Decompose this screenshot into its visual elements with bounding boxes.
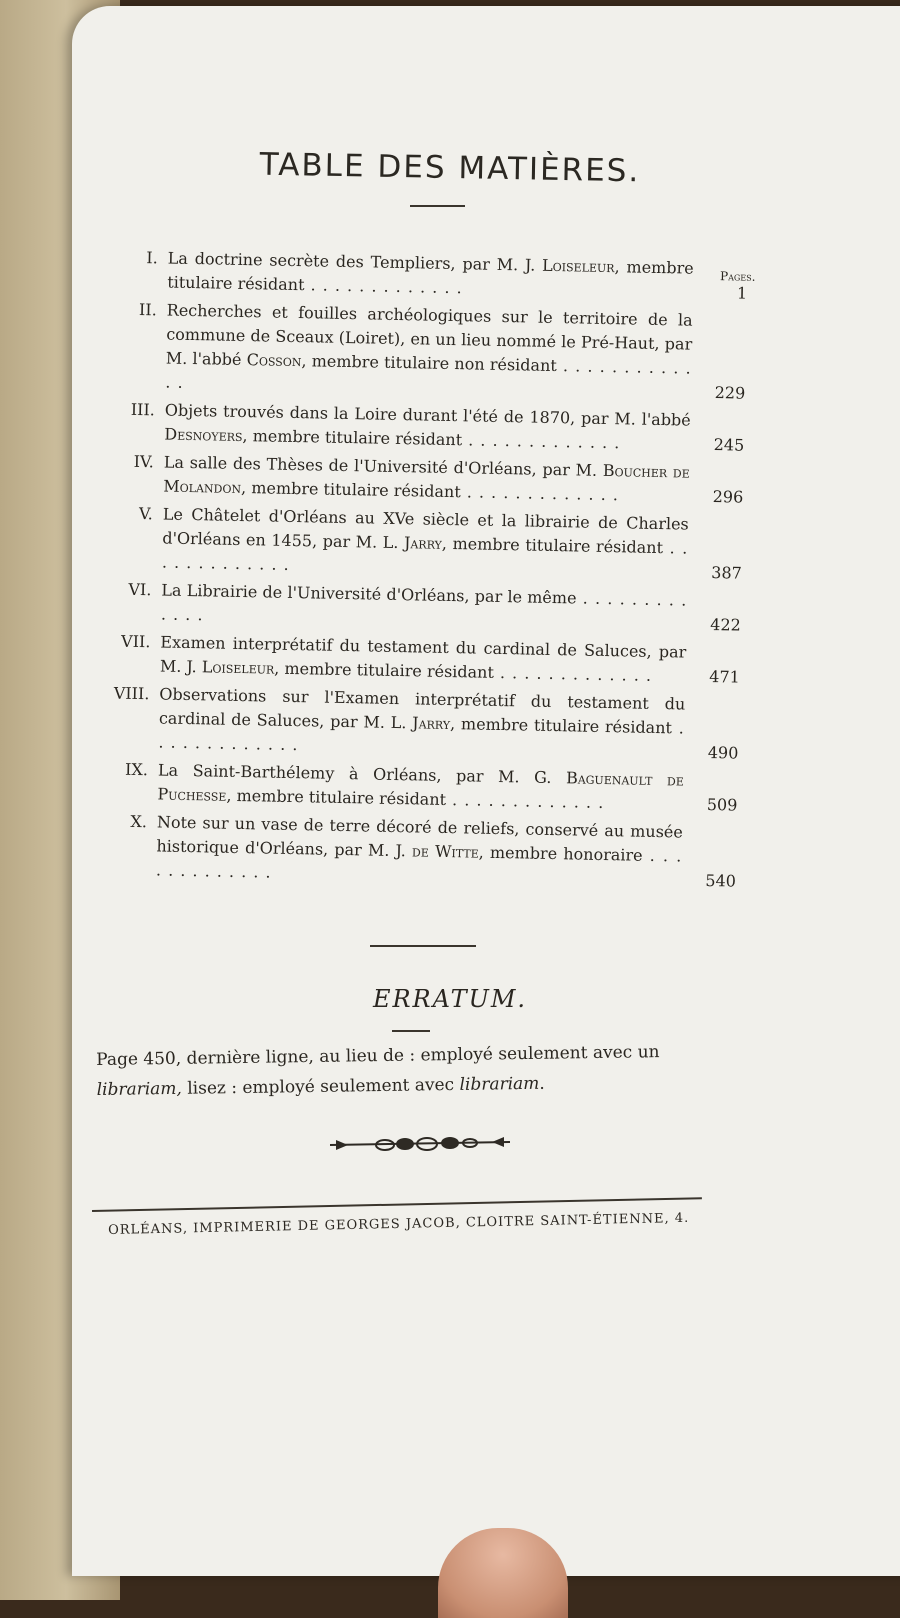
toc-leader-dots: . . . . . . . . . . . . . [446, 790, 605, 812]
toc-entry-text: , membre titulaire résidant [274, 659, 494, 682]
toc-entry-page: 245 [690, 433, 744, 458]
toc-leader-dots: . . . . . . . . . . . . . [165, 356, 692, 392]
toc-entry [85, 297, 747, 406]
erratum-text-part: . [539, 1074, 545, 1094]
page-title: TABLE DES MATIÈRES. [0, 142, 900, 194]
pages-column-label: Pages. [720, 269, 756, 284]
toc-entry-number: I. [88, 245, 168, 271]
erratum-title: ERRATUM. [0, 985, 900, 1013]
toc-entry-author: Cosson [247, 350, 302, 370]
toc-entry-text: , membre titulaire résidant [226, 786, 446, 809]
toc-entry-page: 540 [682, 869, 736, 894]
toc-entry [81, 577, 742, 638]
toc-entry [84, 397, 745, 458]
toc-entry [82, 501, 743, 586]
toc-entry-author: de Witte [412, 841, 479, 861]
toc-entry-text: Recherches et fouilles archéologiques sur le territoire de la commune de Sceaux (Loiret), en un lieu nommé le Pré-Haut, par M. l'abbé [166, 301, 693, 370]
toc-entry-text: La Saint-Barthélemy à Orléans, par M. G. [158, 760, 566, 787]
toc-entry-page: 296 [689, 485, 743, 510]
toc-entry-author: Jarry [404, 533, 442, 553]
toc-entry-author: Desnoyers [164, 425, 243, 445]
toc-entry-text: , membre titulaire résidant [241, 478, 461, 501]
toc-entry-page: 490 [684, 741, 738, 766]
toc-entry-text: Objets trouvés dans la Loire durant l'été de 1870, par M. l'abbé [165, 401, 691, 430]
toc-entry-text: La doctrine secrète des Templiers, par M. J. [168, 249, 543, 275]
toc-entry-text: Examen interprétatif du testament du cardinal de Saluces, par M. J. [160, 632, 687, 676]
toc-list [76, 245, 748, 894]
toc-entry-number: III. [85, 397, 165, 423]
toc-entry-title [164, 399, 691, 457]
erratum-text-part: Page 450, dernière ligne, au lieu de : employé seulement avec un [96, 1042, 660, 1070]
title-rule [410, 205, 465, 207]
toc-leader-dots: . . . . . . . . . . . . . [304, 275, 463, 297]
toc-entry-number: VI. [81, 577, 161, 603]
toc-entry [76, 809, 737, 894]
erratum-rule [392, 1030, 430, 1032]
toc-entry-page: 387 [688, 561, 742, 586]
toc-entry-title [156, 810, 683, 892]
toc-entry-text: , membre titulaire résidant [450, 714, 672, 737]
toc-entry-page: 422 [687, 613, 741, 638]
toc-entry-page: 229 [691, 381, 745, 406]
toc-entry-text: , membre titulaire résidant [167, 257, 694, 294]
imprint-line: ORLÉANS, IMPRIMERIE DE GEORGES JACOB, CLOITRE SAINT-ÉTIENNE, 4. [108, 1210, 708, 1238]
erratum-text-part: lisez : employé seulement avec [182, 1075, 460, 1099]
toc-entry-author: Loiseleur [542, 256, 615, 276]
toc-entry-number: X. [77, 809, 157, 835]
toc-leader-dots: . . . . . . . . . . . . . [162, 538, 689, 574]
toc-entry-page: 509 [683, 793, 737, 818]
toc-leader-dots: . . . . . . . . . . . . . [156, 846, 683, 882]
toc-entry-author: Boucher de Molandon [163, 461, 690, 497]
toc-entry-title [167, 247, 694, 305]
toc-entry-title [160, 630, 687, 688]
toc-entry-text: La salle des Thèses de l'Université d'Orléans, par M. [164, 452, 603, 479]
toc-entry-text: , membre titulaire résidant [242, 426, 462, 449]
toc-entry-number: II. [87, 297, 167, 323]
toc-entry-number: V. [83, 501, 163, 527]
toc-entry-text: Le Châtelet d'Orléans au XVe siècle et la librairie de Charles d'Orléans en 1455, par M. L. [162, 504, 689, 552]
toc-entry-number: IX. [78, 757, 158, 783]
toc-entry-text: Observations sur l'Examen interprétatif du testament du cardinal de Saluces, par M. L. [159, 684, 686, 732]
toc-entry-number: IV. [84, 449, 164, 475]
toc-leader-dots: . . . . . . . . . . . . . [158, 718, 685, 754]
erratum-italic: librariam [459, 1074, 539, 1095]
table-of-contents [76, 245, 748, 898]
toc-entry-title [165, 299, 693, 405]
toc-entry-text: Note sur un vase de terre décoré de reliefs, conservé au musée historique d'Orléans, par M. J. [156, 812, 683, 860]
toc-entry [80, 629, 741, 690]
toc-entry-page: 471 [686, 665, 740, 690]
toc-leader-dots: . . . . . . . . . . . . . [461, 482, 620, 504]
toc-entry-author: Baguenault de Puchesse [157, 768, 684, 804]
section-divider [370, 945, 476, 947]
toc-entry-number: VIII. [79, 681, 159, 707]
toc-entry-text: , membre honoraire [479, 843, 643, 865]
toc-leader-dots: . . . . . . . . . . . . . [462, 430, 621, 452]
erratum-italic: librariam, [96, 1079, 182, 1100]
toc-entry-title [163, 450, 690, 508]
toc-entry [83, 449, 744, 510]
toc-entry [77, 757, 738, 818]
toc-entry-author: Loiseleur [202, 657, 275, 677]
toc-leader-dots: . . . . . . . . . . . . . [161, 588, 688, 624]
toc-entry-title [162, 502, 689, 584]
toc-entry-number: VII. [80, 629, 160, 655]
ornament-fleuron [330, 1132, 510, 1158]
toc-entry-title [161, 578, 688, 636]
toc-entry-title [157, 758, 684, 816]
toc-entry-author: Jarry [412, 713, 450, 733]
erratum-text [96, 1036, 707, 1105]
toc-entry-text: La Librairie de l'Université d'Orléans, par le même [161, 580, 577, 607]
toc-entry-title [158, 682, 685, 764]
toc-leader-dots: . . . . . . . . . . . . . [494, 663, 653, 685]
toc-entry-page: 1 [693, 281, 747, 306]
toc-entry [78, 681, 739, 766]
toc-entry-text: , membre titulaire non résidant [301, 351, 557, 375]
toc-entry-text: , membre titulaire résidant [442, 534, 663, 557]
